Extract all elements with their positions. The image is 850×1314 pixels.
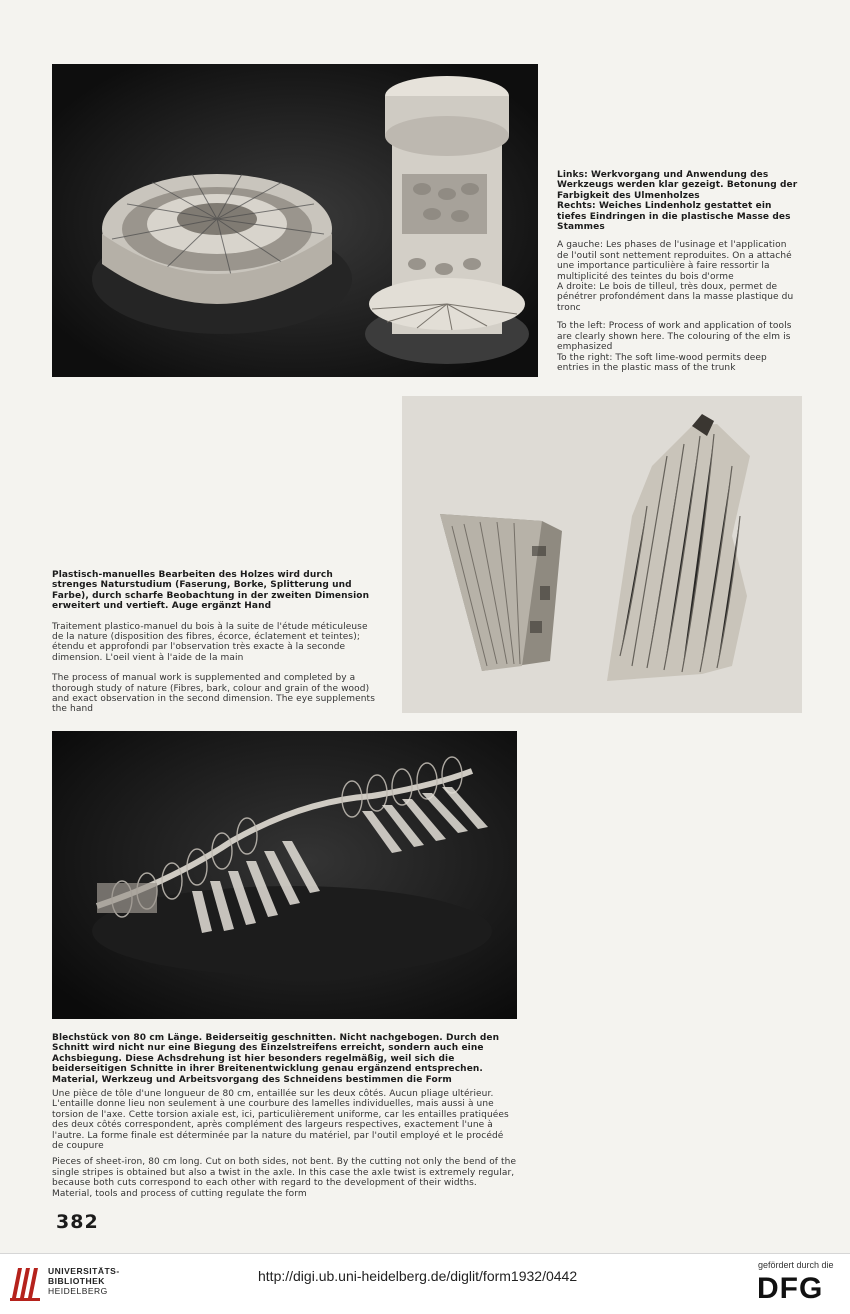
caption-top-right-de: Links: Werkvorgang und Anwendung des Werkzeugs werden klar gezeigt. Betonung der Farbigkeit des Ulmenholzes Rechts: Weiches Lindenholz gestattet ein tiefes Eindringen in die plastische Masse des Stammes — [557, 170, 798, 233]
caption-bottom-fr: Une pièce de tôle d'une longueur de 80 cm, entaillée sur les deux côtés. Aucun pliage ultérieur. L'entaille donne lieu non seulement à une courbure des lamelles individuelles, mais aussi à une torsion de l'axe. Cette torsion axiale est, ici, particulièrement uniforme, car les entailles pratiquées des deux côtés correspondent, après complément des largeurs respectives, exactement l'une à l'autre. La forme finale est déterminée par la nature du matériel, par l'outil employé et le procédé de coupure — [52, 1089, 509, 1152]
library-logo-icon — [8, 1262, 42, 1302]
library-name-line2: BIBLIOTHEK — [48, 1276, 105, 1286]
sheet-metal-sculpture-photo — [52, 731, 517, 1019]
page-number: 382 — [56, 1211, 99, 1233]
library-name — [48, 1266, 120, 1296]
library-name-line3: HEIDELBERG — [48, 1286, 108, 1296]
caption-top-right — [557, 170, 800, 379]
caption-bottom-en: Pieces of sheet-iron, 80 cm long. Cut on both sides, not bent. By the cutting not only the bend of the single stripes is obtained but also a twist in the axle. In this case the axle twist is extremely regular, because both cuts correspond to each other with regard to the development of their widths. Material, tools and process of cutting regulate the form — [52, 1157, 517, 1199]
source-url-link[interactable]: http://digi.ub.uni-heidelberg.de/diglit/form1932/0442 — [258, 1268, 578, 1284]
caption-middle-left-de: Plastisch-manuelles Bearbeiten des Holzes wird durch strenges Naturstudium (Faserung, Borke, Splitterung und Farbe), durch scharfe Beobachtung in der zweiten Dimension erweitert und vertieft. Auge ergänzt Hand — [52, 570, 370, 612]
sheet-metal-illustration — [52, 731, 517, 1019]
carved-wood-illustration — [52, 64, 538, 377]
footer-bar — [0, 1253, 850, 1314]
wood-fragments-illustration — [402, 396, 802, 713]
library-name-line1: UNIVERSITÄTS- — [48, 1266, 120, 1276]
funding-note: gefördert durch die — [758, 1260, 834, 1270]
caption-bottom-de: Blechstück von 80 cm Länge. Beiderseitig geschnitten. Nicht nachgebogen. Durch den Schnitt wird nicht nur eine Biegung des Einzelstreifens erreicht, sondern auch eine Achsbiegung. Diese Achsdrehung ist hier besonders regelmäßig, weil sich die beiderseitigen Schnitte in ihrer Breitenentwicklung genau ergänzend entsprechen. Material, Werkzeug und Arbeitsvorgang des Schneidens bestimmen die Form — [52, 1033, 500, 1085]
wood-fragments-photo — [402, 396, 802, 713]
caption-middle-left — [52, 570, 376, 721]
caption-bottom — [52, 1033, 517, 1205]
carved-wood-photo — [52, 64, 538, 377]
caption-middle-left-en: The process of manual work is supplemented and completed by a thorough study of nature (Fibres, bark, colour and grain of the wood) and exact observation in the second dimension. The eye supplements the hand — [52, 673, 375, 715]
dfg-logo: DFG — [757, 1272, 824, 1305]
caption-middle-left-fr: Traitement plastico-manuel du bois à la suite de l'étude méticuleuse de la nature (disposition des fibres, écorce, éclatement et teintes); étendu et approfondi par l'observation très exacte à la seconde dimension. L'oeil vient à l'aide de la main — [52, 621, 368, 663]
caption-top-right-fr: A gauche: Les phases de l'usinage et l'application de l'outil sont nettement reproduites. On a attaché une importance particulière à faire ressortir la multiplicité des teintes du bois d'orme A droite: Le bois de tilleul, très doux, permet de pénétrer profondément dans la masse plastique du tronc — [557, 240, 794, 313]
caption-top-right-en: To the left: Process of work and application of tools are clearly shown here. The colouring of the elm is emphasized To the right: The soft lime-wood permits deep entries in the plastic mass of the trunk — [557, 321, 792, 373]
